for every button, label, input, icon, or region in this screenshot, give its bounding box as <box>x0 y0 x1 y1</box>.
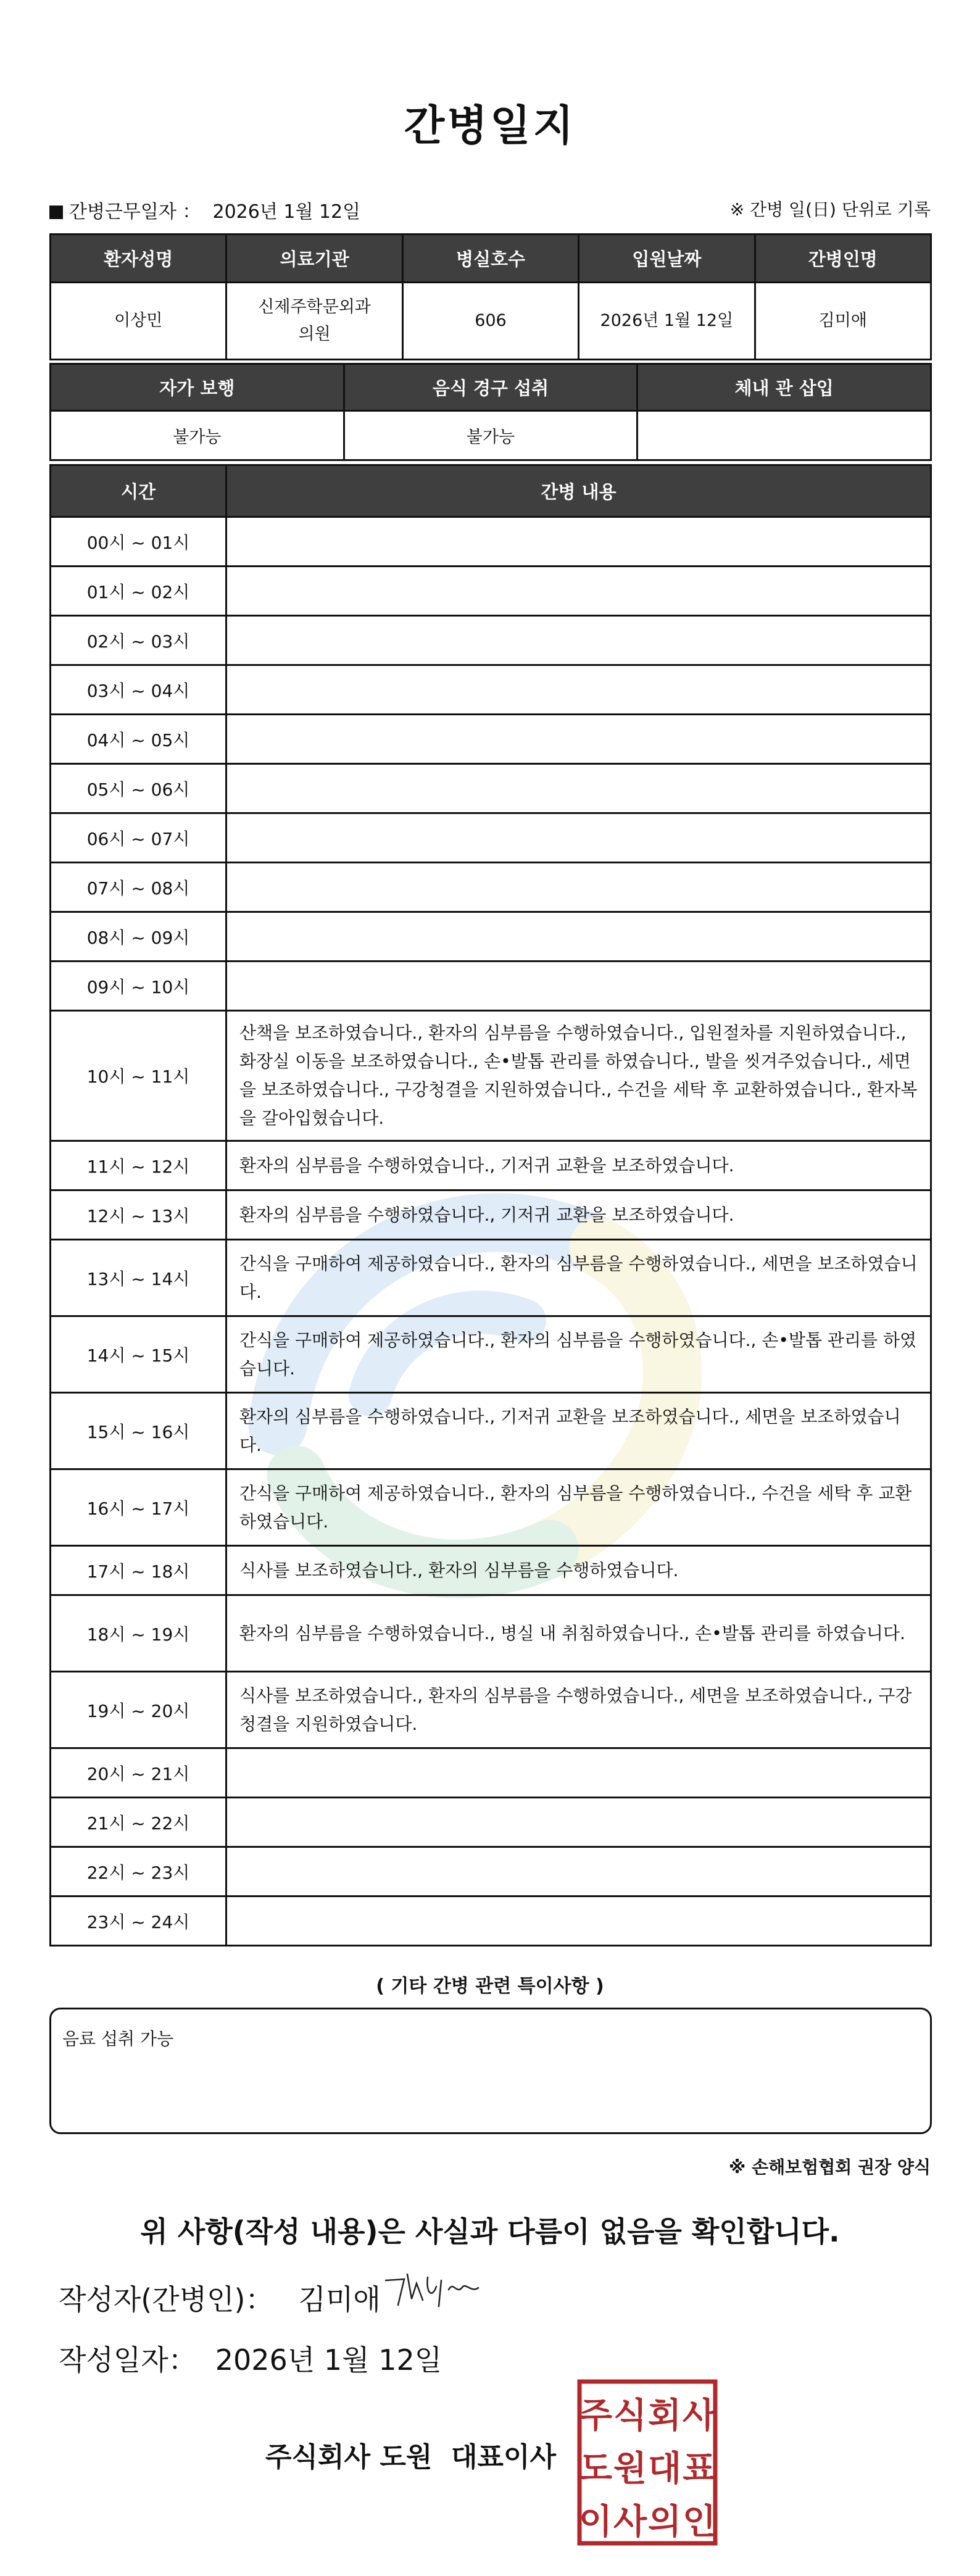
oral-intake-value: 불가능 <box>344 411 637 460</box>
log-row <box>51 1897 931 1946</box>
log-time: 18시 ~ 19시 <box>51 1595 226 1672</box>
header-time: 시간 <box>51 465 226 517</box>
company-representative: 주식회사 도원 대표이사 <box>265 2441 556 2473</box>
log-content <box>226 715 931 764</box>
log-content: 환자의 심부름을 수행하였습니다., 기저귀 교환을 보조하였습니다., 세면을 보조하였습니다. <box>226 1393 931 1469</box>
seal-character: 사 <box>682 2396 716 2436</box>
log-time: 10시 ~ 11시 <box>51 1011 226 1141</box>
log-row <box>51 1847 931 1897</box>
log-row <box>51 863 931 912</box>
header-self-walking: 자가 보행 <box>51 364 344 411</box>
header-admission-date: 입원날짜 <box>579 235 755 283</box>
seal-character: 주 <box>578 2396 613 2436</box>
log-content <box>226 813 931 863</box>
seal-character: 회 <box>647 2396 682 2436</box>
log-row <box>51 715 931 764</box>
log-content: 간식을 구매하여 제공하였습니다., 환자의 심부름을 수행하였습니다., 손•발톱 관리를 하였습니다. <box>226 1316 931 1393</box>
work-date-line <box>49 196 360 223</box>
other-notes-title: ( 기타 간병 관련 특이사항 ) <box>376 1976 604 1997</box>
log-time: 22시 ~ 23시 <box>51 1847 226 1897</box>
log-time: 06시 ~ 07시 <box>51 813 226 863</box>
log-row <box>51 1141 931 1190</box>
log-time: 20시 ~ 21시 <box>51 1748 226 1798</box>
seal-character: 도 <box>578 2449 613 2489</box>
write-date-value: 2026년 1월 12일 <box>215 2343 442 2377</box>
log-row <box>51 1672 931 1748</box>
seal-character: 원 <box>613 2449 647 2489</box>
hospital-name: 신제주학문외과의원 <box>226 283 402 360</box>
log-time: 21시 ~ 22시 <box>51 1798 226 1847</box>
log-content <box>226 517 931 567</box>
log-content: 간식을 구매하여 제공하였습니다., 환자의 심부름을 수행하였습니다., 세면을 보조하였습니다. <box>226 1240 931 1316</box>
log-time: 13시 ~ 14시 <box>51 1240 226 1316</box>
work-date-label: 간병근무일자 ： <box>69 201 201 223</box>
log-time: 04시 ~ 05시 <box>51 715 226 764</box>
log-row <box>51 1469 931 1546</box>
admission-date: 2026년 1월 12일 <box>579 283 755 360</box>
log-time: 05시 ~ 06시 <box>51 764 226 813</box>
seal-character: 대 <box>647 2449 682 2489</box>
writer-name: 김미애 <box>298 2283 381 2316</box>
log-content <box>226 1897 931 1946</box>
room-number: 606 <box>402 283 578 360</box>
work-date-value: 2026년 1월 12일 <box>212 201 361 223</box>
header-oral-intake: 음식 경구 섭취 <box>344 364 637 411</box>
header-patient-name: 환자성명 <box>51 235 226 283</box>
log-row <box>51 1546 931 1595</box>
patient-name: 이상민 <box>51 283 226 360</box>
log-row <box>51 1011 931 1141</box>
log-row <box>51 1748 931 1798</box>
log-row <box>51 1393 931 1469</box>
log-row <box>51 1240 931 1316</box>
seal-character: 표 <box>682 2449 716 2489</box>
log-content <box>226 863 931 912</box>
seal-character: 이 <box>578 2502 613 2542</box>
writer-label: 작성자(간병인)： <box>59 2283 274 2316</box>
confirmation-statement: 위 사항(작성 내용)은 사실과 다름이 없음을 확인합니다. <box>140 2215 840 2248</box>
tube-insertion-value <box>637 411 931 460</box>
log-time: 23시 ~ 24시 <box>51 1897 226 1946</box>
log-time: 03시 ~ 04시 <box>51 665 226 715</box>
log-row <box>51 1595 931 1672</box>
other-notes-text: 음료 섭취 가능 <box>62 2029 174 2049</box>
log-time: 19시 ~ 20시 <box>51 1672 226 1748</box>
log-time: 11시 ~ 12시 <box>51 1141 226 1190</box>
caregiver-name: 김미애 <box>755 283 931 360</box>
log-row <box>51 567 931 616</box>
log-content <box>226 962 931 1011</box>
log-row <box>51 1798 931 1847</box>
header-room: 병실호수 <box>402 235 578 283</box>
log-row <box>51 1190 931 1240</box>
log-content: 간식을 구매하여 제공하였습니다., 환자의 심부름을 수행하였습니다., 수건을 세탁 후 교환하였습니다. <box>226 1469 931 1546</box>
log-time: 08시 ~ 09시 <box>51 912 226 962</box>
write-date-label: 작성일자： <box>59 2343 197 2377</box>
log-row <box>51 962 931 1011</box>
other-notes-box <box>49 2008 932 2134</box>
writer-line <box>59 2277 381 2318</box>
log-time: 14시 ~ 15시 <box>51 1316 226 1393</box>
log-row <box>51 764 931 813</box>
write-date-line <box>59 2338 442 2379</box>
log-content <box>226 1748 931 1798</box>
log-row <box>51 616 931 665</box>
recommend-note: ※ 손해보험협회 권장 양식 <box>729 2157 931 2177</box>
log-content <box>226 764 931 813</box>
log-time: 16시 ~ 17시 <box>51 1469 226 1546</box>
log-content <box>226 912 931 962</box>
log-time: 07시 ~ 08시 <box>51 863 226 912</box>
unit-note: ※ 간병 일(日) 단위로 기록 <box>729 199 931 220</box>
self-walking-value: 불가능 <box>51 411 344 460</box>
log-content <box>226 616 931 665</box>
document-title: 간병일지 <box>404 102 576 151</box>
log-time: 02시 ~ 03시 <box>51 616 226 665</box>
patient-info-table <box>49 233 932 360</box>
header-care-content: 간병 내용 <box>226 465 931 517</box>
log-content <box>226 1847 931 1897</box>
square-bullet-icon <box>49 206 63 219</box>
log-content: 식사를 보조하였습니다., 환자의 심부름을 수행하였습니다., 세면을 보조하였습니다., 구강청결을 지원하였습니다. <box>226 1672 931 1748</box>
log-time: 15시 ~ 16시 <box>51 1393 226 1469</box>
header-hospital: 의료기관 <box>226 235 402 283</box>
header-tube-insertion: 체내 관 삽입 <box>637 364 931 411</box>
seal-character: 인 <box>682 2502 716 2542</box>
patient-status-table <box>49 363 932 461</box>
seal-character: 식 <box>613 2396 647 2436</box>
log-time: 17시 ~ 18시 <box>51 1546 226 1595</box>
log-row <box>51 1316 931 1393</box>
seal-character: 사 <box>613 2502 647 2542</box>
log-time: 01시 ~ 02시 <box>51 567 226 616</box>
care-log-table <box>49 464 932 1947</box>
log-content <box>226 1798 931 1847</box>
header-caregiver: 간병인명 <box>755 235 931 283</box>
log-content: 식사를 보조하였습니다., 환자의 심부름을 수행하였습니다. <box>226 1546 931 1595</box>
log-content: 환자의 심부름을 수행하였습니다., 기저귀 교환을 보조하였습니다. <box>226 1190 931 1240</box>
log-content: 환자의 심부름을 수행하였습니다., 기저귀 교환을 보조하였습니다. <box>226 1141 931 1190</box>
log-time: 12시 ~ 13시 <box>51 1190 226 1240</box>
log-row <box>51 813 931 863</box>
log-row <box>51 665 931 715</box>
log-content: 환자의 심부름을 수행하였습니다., 병실 내 취침하였습니다., 손•발톱 관리를 하였습니다. <box>226 1595 931 1672</box>
log-content <box>226 567 931 616</box>
company-seal <box>577 2379 718 2546</box>
log-content: 산책을 보조하였습니다., 환자의 심부름을 수행하였습니다., 입원절차를 지원하였습니다., 화장실 이동을 보조하였습니다., 손•발톱 관리를 하였습니다., 발을 씻겨주었습니다., 세면을 보조하였습니다., 구강청결을 지원하였습니다., 수건을 세탁 후 교환하였습니다., 환자복을 갈아입혔습니다. <box>226 1011 931 1141</box>
log-time: 00시 ~ 01시 <box>51 517 226 567</box>
seal-character: 의 <box>647 2502 682 2542</box>
log-row <box>51 912 931 962</box>
log-row <box>51 517 931 567</box>
handwritten-signature <box>380 2262 484 2317</box>
log-time: 09시 ~ 10시 <box>51 962 226 1011</box>
log-content <box>226 665 931 715</box>
